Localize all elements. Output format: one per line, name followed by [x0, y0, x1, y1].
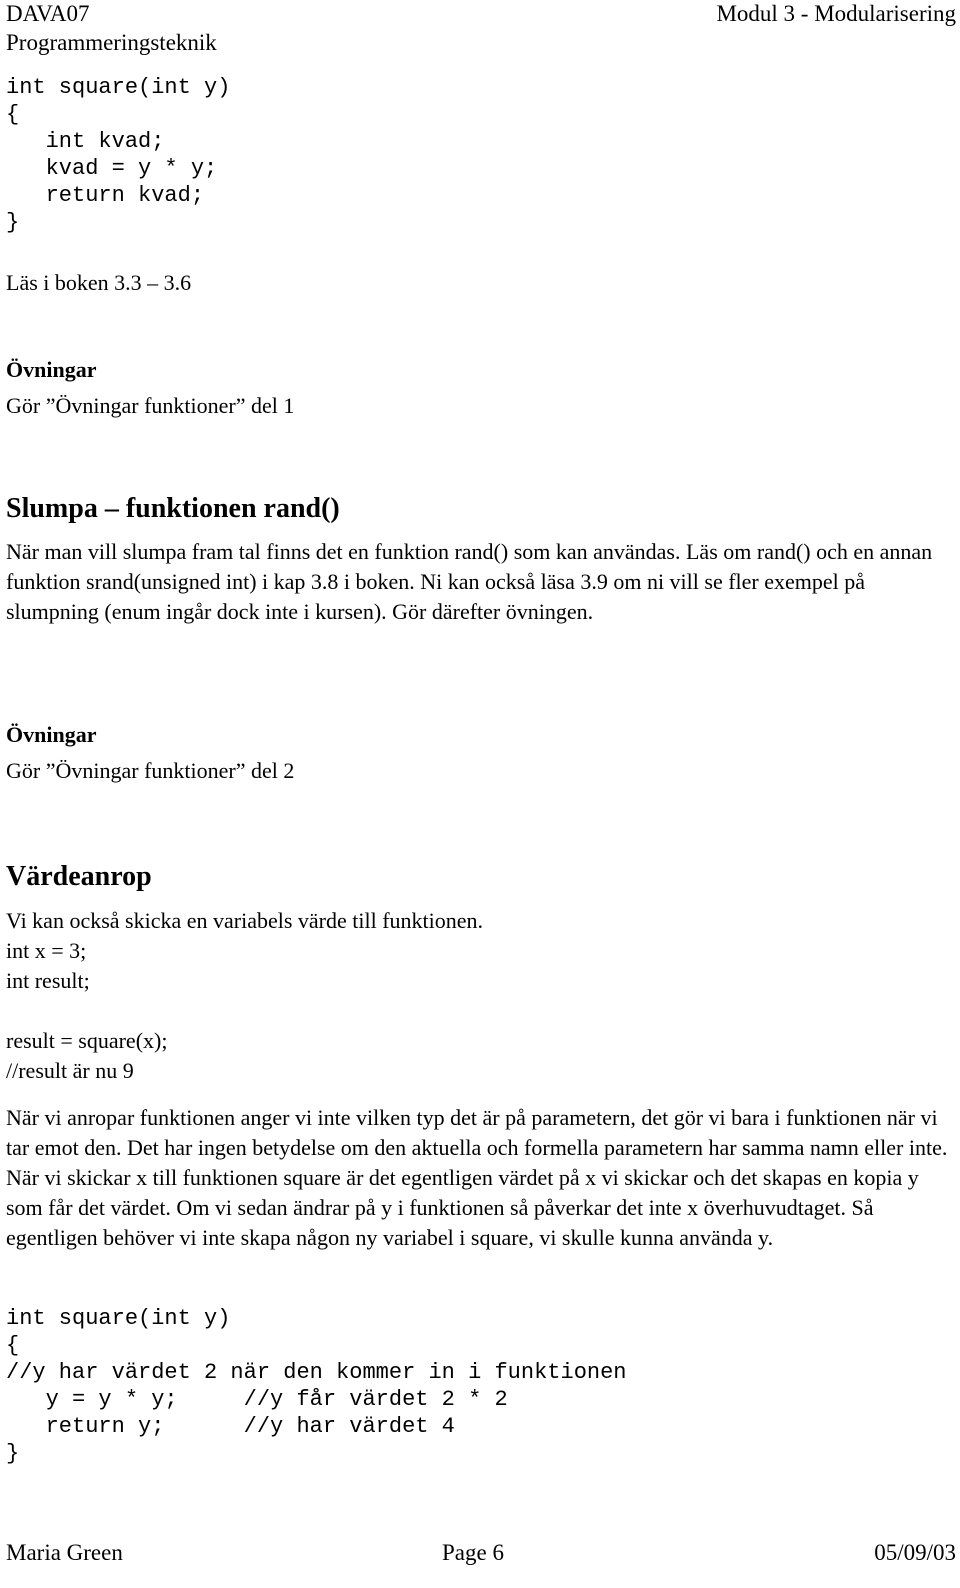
code-line: }: [6, 210, 20, 235]
code-line: return y; //y har värdet 4: [6, 1414, 455, 1439]
code-line: y = y * y; //y får värdet 2 * 2: [6, 1387, 508, 1412]
exercise-block-2: [6, 720, 956, 786]
code-block-square-y: [6, 1305, 956, 1467]
example-line: result = square(x);: [6, 1028, 168, 1053]
footer-date: 05/09/03: [874, 1540, 956, 1565]
course-code: DAVA07: [6, 1, 90, 26]
exercise-text: Gör ”Övningar funktioner” del 2: [6, 758, 295, 783]
section-paragraph: När vi anropar funktionen anger vi inte vilken typ det är på parametern, det gör vi bara i funktionen när vi tar emot den. Det har ingen betydelse om den aktuella och formella parametern har samma namn eller inte. När vi skickar x till funktionen square är det egentligen värdet på x vi skickar och det skapas en kopia y som får det värdet. Om vi sedan ändrar på y i funktionen så påverkar det inte x överhuvudtaget. Så egentligen behöver vi inte skapa någon ny variabel i square, vi skulle kunna använda y.: [6, 1105, 948, 1250]
code-line: return kvad;: [6, 183, 205, 208]
footer-author: Maria Green: [6, 1540, 123, 1565]
section-value-call: [6, 860, 956, 1253]
example-line: int result;: [6, 968, 90, 993]
read-note: [6, 268, 956, 298]
document-page: [6, 0, 956, 1588]
code-line: int square(int y): [6, 1306, 231, 1331]
footer-page-number: Page 6: [442, 1540, 504, 1565]
exercise-heading: Övningar: [6, 357, 97, 382]
section-heading: Slumpa – funktionen rand(): [6, 493, 340, 524]
section-rand: [6, 492, 956, 627]
section-heading: Värdeanrop: [6, 861, 152, 892]
section-paragraph: När man vill slumpa fram tal finns det en funktion rand() som kan användas. Läs om rand() och en annan funktion srand(unsigned int) i kap 3.8 i boken. Ni kan också läsa 3.9 om ni vill se fler exempel på slumpning (enum ingår dock inte i kursen). Gör därefter övningen.: [6, 539, 933, 624]
code-line: kvad = y * y;: [6, 156, 218, 181]
example-line: [6, 996, 956, 1026]
code-block-square-kvad: [6, 74, 956, 236]
module-title: Modul 3 - Modularisering: [716, 1, 956, 26]
code-line: int kvad;: [6, 129, 165, 154]
section-intro: Vi kan också skicka en variabels värde till funktionen.: [6, 908, 484, 933]
page-footer: [6, 1538, 956, 1572]
code-line: //y har värdet 2 när den kommer in i funktionen: [6, 1360, 627, 1385]
example-line: int x = 3;: [6, 938, 87, 963]
exercise-heading: Övningar: [6, 722, 97, 747]
page-header: [6, 0, 956, 62]
code-line: }: [6, 1441, 20, 1466]
course-name: Programmeringsteknik: [6, 30, 217, 55]
example-line: //result är nu 9: [6, 1058, 134, 1083]
code-line: int square(int y): [6, 75, 231, 100]
read-note-text: Läs i boken 3.3 – 3.6: [6, 270, 192, 295]
code-line: {: [6, 1333, 20, 1358]
exercise-block-1: [6, 355, 956, 421]
code-line: {: [6, 102, 20, 127]
exercise-text: Gör ”Övningar funktioner” del 1: [6, 393, 295, 418]
